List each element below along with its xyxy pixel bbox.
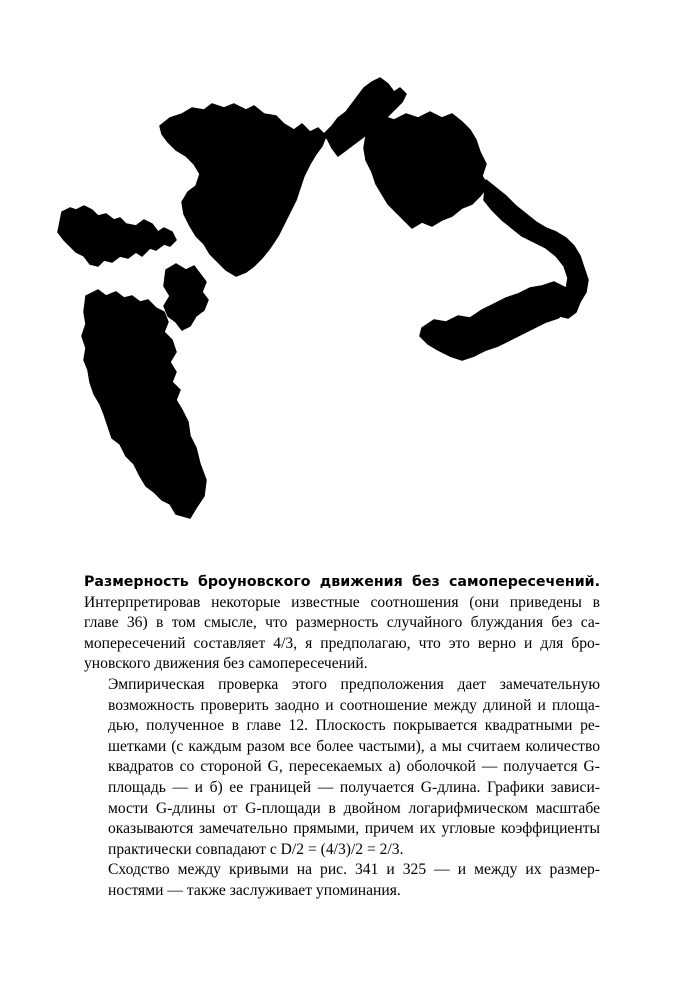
paragraph-3 [84, 860, 600, 901]
text-line: шетками (с каждым разом все более частыми), а мы считаем количество [108, 737, 600, 755]
text-line: мости G-длины от G-площади в двойном логарифмическом масштабе [108, 799, 600, 817]
fractal-blob-svg [40, 60, 640, 540]
cluster-left [58, 206, 176, 266]
text-line: возможность проверить заодно и соотношение между длиной и площа- [108, 696, 600, 714]
text-line: квадратов со стороной G, пересекаемых а) оболочкой — получается G- [108, 758, 600, 776]
text-line: оказываются замечательно прямыми, причем их угловые коэффициенты [108, 820, 600, 838]
text-line: дью, полученное в главе 12. Плоскость покрывается квадратными ре- [108, 717, 600, 735]
cluster-lower-right [420, 282, 572, 360]
text-block [84, 572, 600, 902]
text-line: Эмпирическая проверка этого предположения дает замечательную [108, 675, 600, 693]
paragraph-2 [84, 675, 600, 860]
text-line: главе 36) в том смысле, что размерность случайного блуждания без са- [84, 614, 600, 632]
text-line: мопересечений составляет 4/3, я предполагаю, что это верно и для бро- [84, 634, 600, 652]
text-line: площадь — и б) ее границей — получается G-длина. Графики зависи- [108, 778, 600, 796]
text-line: Интерпретировав некоторые известные соотношения (они приведены в [84, 593, 600, 611]
text-line: уновского движения без самопересечений. [84, 655, 368, 673]
cluster-left-arm [164, 264, 208, 330]
text-line: Сходство между кривыми на рис. 341 и 325 — и между их размер- [108, 861, 600, 879]
cluster-upper-middle [160, 104, 326, 276]
text-line: практически совпадают с D/2 = (4/3)/2 = 2/3. [108, 840, 404, 858]
section-heading: Размерность броуновского движения без самопересечений. [84, 574, 600, 590]
brownian-cluster-figure [40, 60, 640, 540]
paragraph-1 [84, 572, 600, 675]
text-line [84, 572, 600, 593]
text-line: ностями — также заслуживает упоминания. [108, 881, 401, 899]
cluster-right [364, 112, 488, 228]
